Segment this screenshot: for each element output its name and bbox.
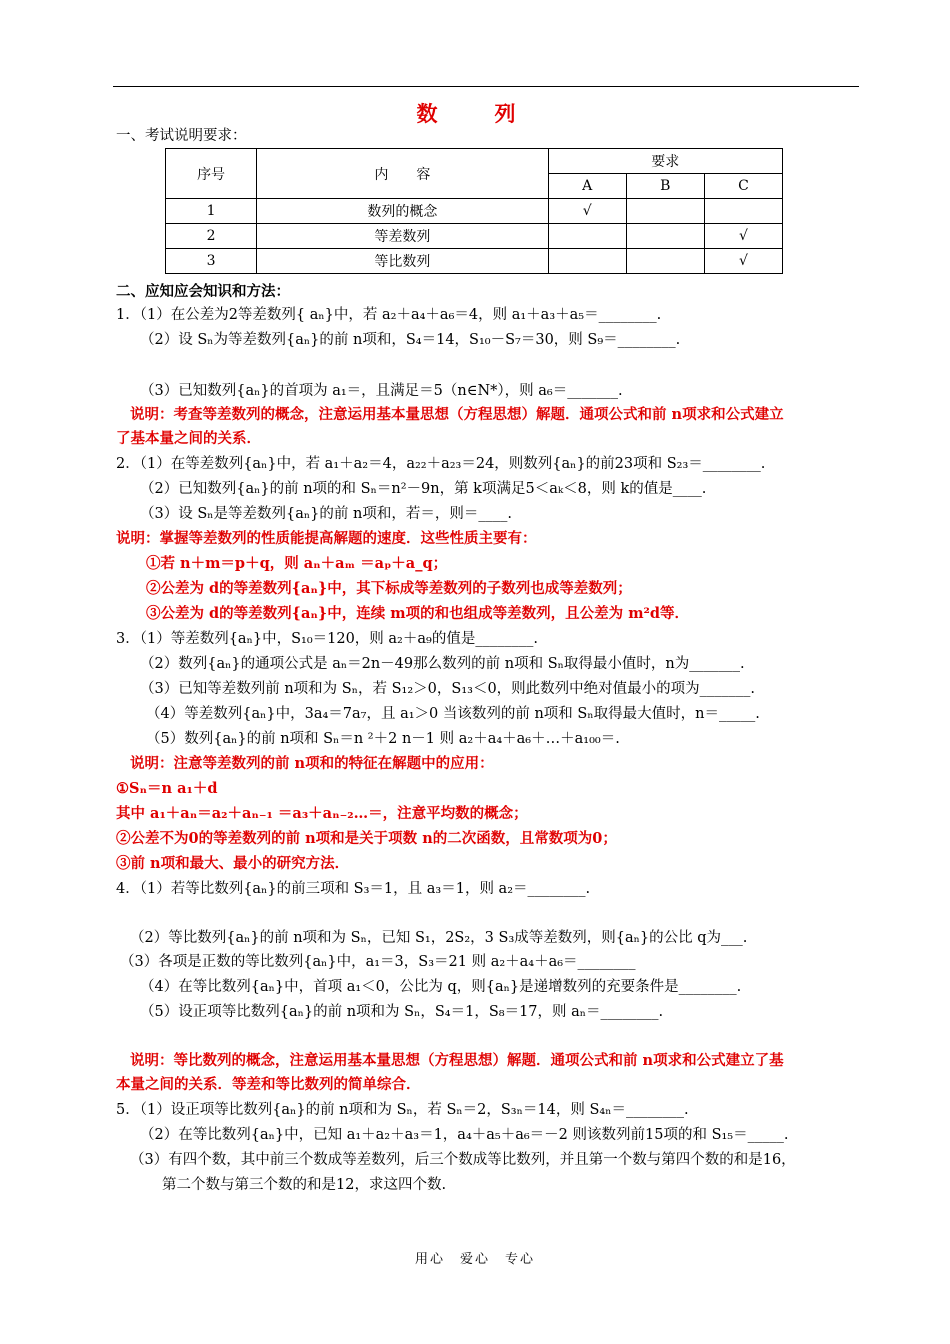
- header-b: B: [626, 174, 704, 199]
- cell-b: [626, 249, 704, 274]
- note-2-c: ②公差为 d的等差数列{aₙ}中，其下标成等差数列的子数列也成等差数列；: [146, 580, 632, 597]
- problem-3-5: （5）数列{aₙ}的前 n项和 Sₙ＝n ²＋2 n－1 则 a₂＋a₄＋a₆＋…＋a₁₀₀＝.: [146, 731, 620, 747]
- problem-4-3: （3）各项是正数的等比数列{aₙ}中，a₁＝3，S₃＝21 则 a₂＋a₄＋a₆＝________: [120, 954, 636, 970]
- table-row: [166, 224, 783, 249]
- problem-3-2: （2）数列{aₙ}的通项公式是 aₙ＝2n－49那么数列的前 n项和 Sₙ取得最小值时，n为_______.: [140, 656, 745, 672]
- header-no: 序号: [166, 149, 257, 199]
- header-a: A: [548, 174, 626, 199]
- note-3-e: ③前 n项和最大、最小的研究方法．: [116, 855, 350, 872]
- problem-5-3-cont: 第二个数与第三个数的和是12，求这四个数.: [162, 1177, 447, 1193]
- table-row: [166, 199, 783, 224]
- problem-1-2: （2）设 Sₙ为等差数列{aₙ}的前 n项和，S₄＝14，S₁₀－S₇＝30，则 S₉＝________.: [140, 332, 681, 348]
- cell-a: √: [548, 199, 626, 224]
- cell-no: 1: [166, 199, 257, 224]
- note-3-d: ②公差不为0的等差数列的前 n项和是关于项数 n的二次函数，且常数项为0；: [116, 830, 617, 847]
- note-3-b: ①Sₙ＝n a₁＋d: [116, 780, 218, 797]
- header-content: 内 容: [257, 149, 548, 199]
- problem-2-2: （2）已知数列{aₙ}的前 n项的和 Sₙ＝n²－9n，第 k项满足5＜aₖ＜8，则 k的值是____.: [140, 481, 707, 497]
- problem-5-3: （3）有四个数，其中前三个数成等差数列，后三个数成等比数列，并且第一个数与第四个数的和是16，: [130, 1152, 796, 1168]
- cell-c: [704, 199, 782, 224]
- cell-b: [626, 199, 704, 224]
- cell-c: √: [704, 249, 782, 274]
- cell-c: √: [704, 224, 782, 249]
- problem-4-4: （4）在等比数列{aₙ}中，首项 a₁＜0，公比为 q，则{aₙ}是递增数列的充要条件是________.: [140, 979, 742, 995]
- table-row: [166, 249, 783, 274]
- note-2-a: 说明：掌握等差数列的性质能提高解题的速度．这些性质主要有：: [116, 530, 537, 547]
- problem-4-1: 4．（1）若等比数列{aₙ}的前三项和 S₃＝1，且 a₃＝1，则 a₂＝________.: [116, 881, 591, 897]
- note-4-a: 说明：等比数列的概念，注意运用基本量思想（方程思想）解题．通项公式和前 n项求和公式建立了基: [130, 1052, 784, 1069]
- cell-a: [548, 224, 626, 249]
- requirements-table: [165, 148, 783, 274]
- problem-2-1: 2．（1）在等差数列{aₙ}中，若 a₁＋a₂＝4，a₂₂＋a₂₃＝24，则数列{aₙ}的前23项和 S₂₃＝________.: [116, 456, 766, 472]
- problem-2-3: （3）设 Sₙ是等差数列{aₙ}的前 n项和，若＝，则＝____.: [140, 506, 512, 522]
- problem-4-5: （5）设正项等比数列{aₙ}的前 n项和为 Sₙ，S₄＝1，S₈＝17，则 aₙ＝________.: [140, 1004, 664, 1020]
- section-heading-2: 二、应知应会知识和方法：: [116, 283, 290, 300]
- page-footer: 用心 爱心 专心: [414, 1252, 535, 1267]
- cell-a: [548, 249, 626, 274]
- cell-content: 等比数列: [257, 249, 548, 274]
- header-c: C: [704, 174, 782, 199]
- note-1-b: 了基本量之间的关系．: [116, 430, 261, 447]
- header-requirement: 要求: [548, 149, 782, 174]
- cell-content: 数列的概念: [257, 199, 548, 224]
- header-rule: [113, 86, 859, 87]
- problem-1-3: （3）已知数列{aₙ}的首项为 a₁＝，且满足＝5（n∈N*），则 a₆＝_______.: [140, 383, 623, 399]
- cell-b: [626, 224, 704, 249]
- problem-3-3: （3）已知等差数列前 n项和为 Sₙ，若 S₁₂＞0，S₁₃＜0，则此数列中绝对值最小的项为_______.: [140, 681, 756, 697]
- note-2-b: ①若 n＋m＝p＋q，则 aₙ＋aₘ ＝aₚ＋a_q；: [146, 555, 448, 572]
- note-3-c: 其中 a₁＋aₙ＝a₂＋aₙ₋₁ ＝a₃＋aₙ₋₂…＝，注意平均数的概念；: [116, 805, 528, 822]
- note-2-d: ③公差为 d的等差数列{aₙ}中，连续 m项的和也组成等差数列，且公差为 m²d等．: [146, 605, 690, 622]
- cell-no: 2: [166, 224, 257, 249]
- problem-1-1: 1．（1）在公差为2等差数列{ aₙ}中，若 a₂＋a₄＋a₆＝4，则 a₁＋a₃＋a₅＝________.: [116, 307, 662, 323]
- note-1-a: 说明：考查等差数列的概念，注意运用基本量思想（方程思想）解题．通项公式和前 n项求和公式建立: [130, 406, 784, 423]
- problem-5-1: 5．（1）设正项等比数列{aₙ}的前 n项和为 Sₙ，若 Sₙ＝2，S₃ₙ＝14，则 S₄ₙ＝________.: [116, 1102, 689, 1118]
- note-4-b: 本量之间的关系．等差和等比数列的简单综合．: [116, 1076, 421, 1093]
- problem-3-1: 3．（1）等差数列{aₙ}中，S₁₀＝120，则 a₂＋a₉的值是________.: [116, 631, 538, 647]
- problem-4-2: （2）等比数列{aₙ}的前 n项和为 Sₙ，已知 S₁，2S₂，3 S₃成等差数列，则{aₙ}的公比 q为___.: [130, 930, 748, 946]
- section-heading-1: 一、考试说明要求：: [116, 128, 247, 144]
- problem-3-4: （4）等差数列{aₙ}中，3a₄＝7a₇，且 a₁＞0 当该数列的前 n项和 Sₙ取得最大值时，n＝_____.: [146, 706, 760, 722]
- note-3-a: 说明：注意等差数列的前 n项和的特征在解题中的应用：: [130, 755, 494, 772]
- cell-no: 3: [166, 249, 257, 274]
- page-title: 数 列: [416, 101, 534, 126]
- problem-5-2: （2）在等比数列{aₙ}中，已知 a₁＋a₂＋a₃＝1，a₄＋a₅＋a₆＝－2 则该数列前15项的和 S₁₅＝_____.: [140, 1127, 789, 1143]
- cell-content: 等差数列: [257, 224, 548, 249]
